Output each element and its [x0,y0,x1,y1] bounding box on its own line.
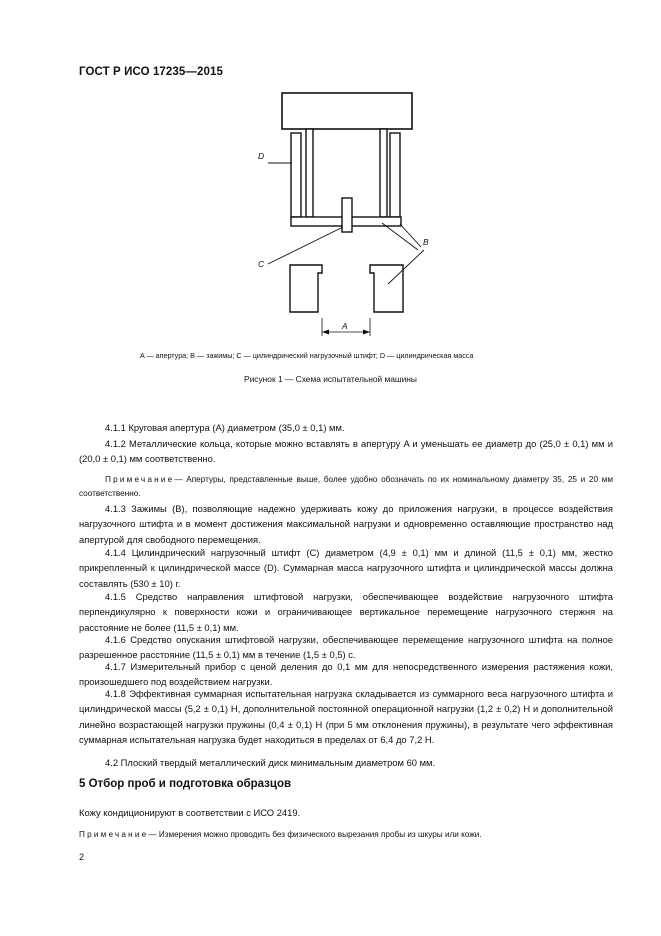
note-text: — Измерения можно проводить без физического вырезания пробы из шкуры или кожи. [148,830,482,839]
label-c: C [258,259,265,269]
paragraph-4-1-1: 4.1.1 Круговая апертура (A) диаметром (35,0 ± 0,1) мм. [105,422,345,433]
paragraph-5: Кожу кондиционируют в соответствии с ИСО 2419. [79,807,301,818]
load-pin [342,198,352,232]
paragraph-4-1-6: 4.1.6 Средство опускания штифтовой нагрузки, обеспечивающее перемещение нагрузочного штифта на полное разрешенное расстояние (11,5 ± 0,1) мм в течение (1,5 ± 0,5) с. [79,634,613,661]
guide-rod-right [380,129,387,217]
guide-rod-left [306,129,313,217]
document-header: ГОСТ Р ИСО 17235—2015 [79,66,224,78]
page-number: 2 [79,852,85,862]
figure-legend: A — апертура; B — зажимы; C — цилиндрический нагрузочный штифт; D — цилиндрическая масса [140,351,474,360]
figure-caption: Рисунок 1 — Схема испытательной машины [244,374,417,384]
label-d: D [258,151,265,161]
paragraph-4-1-5: 4.1.5 Средство направления штифтовой нагрузки, обеспечивающее воздействие нагрузочного штифта перпендикулярно к поверхности кожи и ограничивающее вертикальное перемещение нагрузочного стержня на расстояние не более (11,5 ± 0,1) мм. [79,591,613,633]
clamp-right [370,265,403,312]
clamp-left [290,265,322,312]
note-label: Примечание [105,475,175,484]
note-label: Примечание [79,830,149,839]
cylindrical-mass-left [291,133,301,217]
paragraph-4-1-3: 4.1.3 Зажимы (B), позволяющие надежно удерживать кожу до приложения нагрузки, в процессе воздействия нагрузочного штифта и в момент достижения максимальной нагрузки и одновременно оставляющие пространство над апертурой для свободного перемещения. [79,503,613,545]
note-1 [79,473,613,501]
top-plate [282,93,412,129]
label-a: A [342,321,348,331]
cylindrical-mass-right [390,133,400,217]
paragraph-4-1-4: 4.1.4 Цилиндрический нагрузочный штифт (C) диаметром (4,9 ± 0,1) мм и длиной (11,5 ± 0,1) мм, жестко прикрепленный к цилиндрической массе (D). Суммарная масса нагрузочного штифта и цилиндрической массы должна составлять (530 ± 10) г. [79,547,613,589]
paragraph-4-1-7: 4.1.7 Измерительный прибор с ценой деления до 0,1 мм для непосредственного измерения растяжения кожи, произошедшего под воздействием нагрузки. [79,661,613,688]
paragraph-4-2: 4.2 Плоский твердый металлический диск минимальным диаметром 60 мм. [105,757,436,768]
note-text: — Апертуры, представленные выше, более удобно обозначать по их номинальному диаметру 35, 25 и 20 мм соответственно. [79,475,613,498]
paragraph-4-1-2: 4.1.2 Металлические кольца, которые можно вставлять в апертуру A и уменьшать ее диаметр до (25,0 ± 0,1) мм и (20,0 ± 0,1) мм соответственно. [79,438,613,465]
label-b: B [423,237,429,247]
paragraph-4-1-8: 4.1.8 Эффективная суммарная испытательная нагрузка складывается из суммарного веса нагрузочного штифта и цилиндрической массы (5,2 ± 0,1) Н, дополнительной постоянной операционной нагрузки (1,2 ± 0,2) Н и дополнительной линейно возрастающей нагрузки пружины (0,4 ± 0,1) Н (при 5 мм отклонения пружины), в результате чего эффективная суммарная испытательная нагрузка будет находиться в пределах от 6,4 до 7,2 Н. [79,688,613,746]
section-5-title: 5 Отбор проб и подготовка образцов [79,778,292,790]
note-2 [79,828,613,842]
test-machine-diagram [0,0,661,350]
